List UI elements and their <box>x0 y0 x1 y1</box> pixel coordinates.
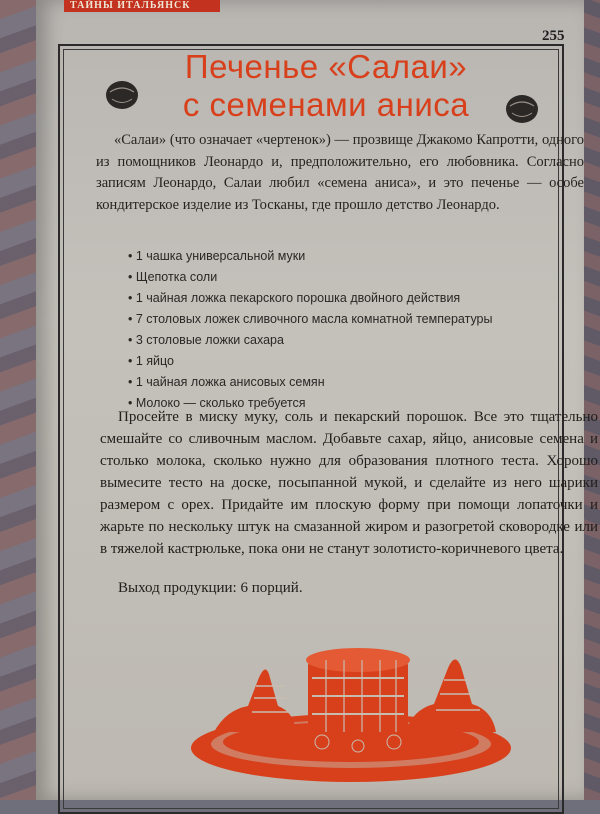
ingredient-item: • 1 чайная ложка пекарского порошка двойного действия <box>128 288 493 309</box>
running-head: ТАЙНЫ ИТАЛЬЯНСК <box>64 0 220 12</box>
recipe-yield: Выход продукции: 6 порций. <box>118 580 303 596</box>
recipe-title-line-2: с семенами аниса <box>182 86 470 123</box>
ingredient-item: • Щепотка соли <box>128 267 493 288</box>
ingredient-item: • 1 чайная ложка анисовых семян <box>128 372 493 393</box>
cake-platter-illustration <box>186 620 516 790</box>
ingredient-item: • 3 столовые ложки сахара <box>128 330 493 351</box>
recipe-intro: «Салаи» (что означает «чертенок») — прозвище Джакомо Капротти, одного из помощников Леонардо и, предположительно, его любовника. Согласно записям Леонардо, Салаи любил «семена аниса», и это печенье — особе кондитерское изделие из Тосканы, где прошло детство Леонардо. <box>96 132 584 213</box>
page-number: 255 <box>542 28 565 44</box>
ingredient-list <box>128 246 493 414</box>
ingredient-item: • Молоко — сколько требуется <box>128 393 493 414</box>
ingredient-item: • 1 яйцо <box>128 351 493 372</box>
ingredient-item: • 7 столовых ложек сливочного масла комнатной температуры <box>128 309 493 330</box>
recipe-method: Просейте в миску муку, соль и пекарский порошок. Все это тщательно смешайте со сливочным маслом. Добавьте сахар, яйцо, анисовые семена и столько молока, сколько нужно для образования плотного теста. Хорошо вымесите тесто на доске, посыпанной мукой, и сделайте из него шарики размером с орех. Придайте им плоскую форму при помощи лопаточки и жарьте по нескольку штук на смазанной жиром и разогретой сковородке или в тяжелой кастрюльке, пока они не станут золотисто-коричневого цвета. <box>100 409 598 557</box>
book-page <box>36 0 598 800</box>
recipe-title <box>96 48 556 124</box>
recipe-title-line-1: Печенье «Салаи» <box>184 48 468 85</box>
ingredient-item: • 1 чашка универсальной муки <box>128 246 493 267</box>
